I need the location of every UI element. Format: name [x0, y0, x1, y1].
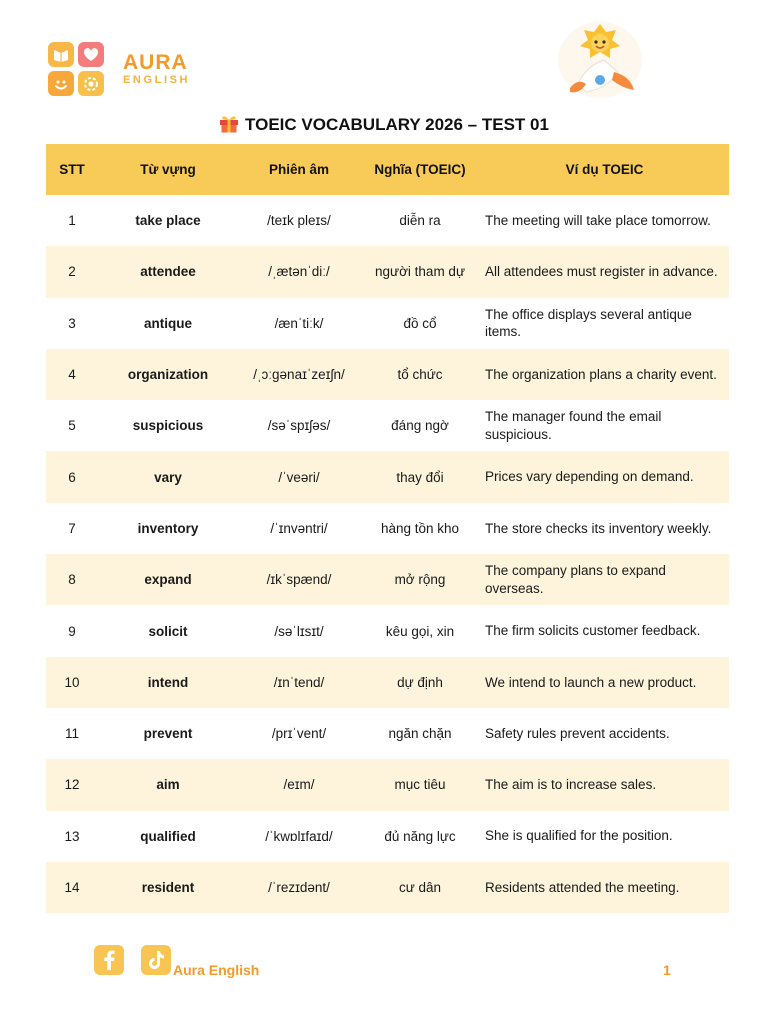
word-cell: intend: [98, 657, 238, 708]
meaning-cell: đủ năng lực: [360, 811, 480, 862]
table-row: [46, 298, 729, 349]
stt-cell: 14: [46, 862, 98, 913]
example-cell: The organization plans a charity event.: [480, 349, 729, 400]
phonetic-cell: /ˈveəri/: [238, 451, 360, 502]
stt-cell: 10: [46, 657, 98, 708]
facebook-icon[interactable]: [94, 945, 124, 975]
example-cell: The aim is to increase sales.: [480, 759, 729, 810]
example-cell: The meeting will take place tomorrow.: [480, 195, 729, 246]
table-row: [46, 503, 729, 554]
mascot-illustration: [556, 14, 644, 100]
word-cell: antique: [98, 298, 238, 349]
word-cell: suspicious: [98, 400, 238, 451]
header-phonetic: Phiên âm: [238, 144, 360, 195]
meaning-cell: thay đổi: [360, 451, 480, 502]
table-row: [46, 246, 729, 297]
example-cell: Prices vary depending on demand.: [480, 451, 729, 502]
phonetic-cell: /ˌætənˈdiː/: [238, 246, 360, 297]
word-cell: prevent: [98, 708, 238, 759]
meaning-cell: mục tiêu: [360, 759, 480, 810]
phonetic-cell: /ˌɔːɡənaɪˈzeɪʃn/: [238, 349, 360, 400]
header-stt: STT: [46, 144, 98, 195]
logo-brand-line1: AURA: [123, 51, 188, 74]
table-row: [46, 811, 729, 862]
phonetic-cell: /səˈspɪʃəs/: [238, 400, 360, 451]
word-cell: expand: [98, 554, 238, 605]
table-row: [46, 605, 729, 656]
meaning-cell: diễn ra: [360, 195, 480, 246]
aura-english-logo: [48, 42, 198, 96]
example-cell: The store checks its inventory weekly.: [480, 503, 729, 554]
meaning-cell: hàng tồn kho: [360, 503, 480, 554]
word-cell: solicit: [98, 605, 238, 656]
phonetic-cell: /ˈɪnvəntri/: [238, 503, 360, 554]
example-cell: Safety rules prevent accidents.: [480, 708, 729, 759]
page-number: 1: [663, 962, 671, 978]
header-example: Ví dụ TOEIC: [480, 144, 729, 195]
word-cell: vary: [98, 451, 238, 502]
example-cell: All attendees must register in advance.: [480, 246, 729, 297]
meaning-cell: kêu gọi, xin: [360, 605, 480, 656]
page-title: [0, 114, 768, 135]
stt-cell: 13: [46, 811, 98, 862]
phonetic-cell: /səˈlɪsɪt/: [238, 605, 360, 656]
stt-cell: 4: [46, 349, 98, 400]
phonetic-cell: /ˈrezɪdənt/: [238, 862, 360, 913]
example-cell: The manager found the email suspicious.: [480, 400, 729, 451]
logo-brand-line2: ENGLISH: [123, 74, 191, 86]
table-row: [46, 195, 729, 246]
smile-icon: [48, 71, 74, 96]
meaning-cell: ngăn chặn: [360, 708, 480, 759]
table-row: [46, 862, 729, 913]
phonetic-cell: /eɪm/: [238, 759, 360, 810]
table-row: [46, 554, 729, 605]
table-row: [46, 400, 729, 451]
phonetic-cell: /ɪnˈtend/: [238, 657, 360, 708]
gift-icon: [219, 114, 239, 133]
stt-cell: 11: [46, 708, 98, 759]
table-header-row: [46, 144, 729, 195]
stt-cell: 2: [46, 246, 98, 297]
word-cell: qualified: [98, 811, 238, 862]
meaning-cell: đồ cổ: [360, 298, 480, 349]
word-cell: take place: [98, 195, 238, 246]
example-cell: Residents attended the meeting.: [480, 862, 729, 913]
example-cell: The office displays several antique items.: [480, 298, 729, 349]
tiktok-icon[interactable]: [141, 945, 171, 975]
phonetic-cell: /teɪk pleɪs/: [238, 195, 360, 246]
header-word: Từ vựng: [98, 144, 238, 195]
table-row: [46, 451, 729, 502]
example-cell: She is qualified for the position.: [480, 811, 729, 862]
table-row: [46, 657, 729, 708]
word-cell: attendee: [98, 246, 238, 297]
phonetic-cell: /ænˈtiːk/: [238, 298, 360, 349]
example-cell: The company plans to expand overseas.: [480, 554, 729, 605]
heart-icon: [78, 42, 104, 67]
table-row: [46, 349, 729, 400]
stt-cell: 3: [46, 298, 98, 349]
word-cell: aim: [98, 759, 238, 810]
meaning-cell: cư dân: [360, 862, 480, 913]
meaning-cell: người tham dự: [360, 246, 480, 297]
stt-cell: 8: [46, 554, 98, 605]
stt-cell: 6: [46, 451, 98, 502]
example-cell: The firm solicits customer feedback.: [480, 605, 729, 656]
phonetic-cell: /ˈkwɒlɪfaɪd/: [238, 811, 360, 862]
stt-cell: 1: [46, 195, 98, 246]
table-row: [46, 759, 729, 810]
example-cell: We intend to launch a new product.: [480, 657, 729, 708]
meaning-cell: dự định: [360, 657, 480, 708]
phonetic-cell: /prɪˈvent/: [238, 708, 360, 759]
stt-cell: 9: [46, 605, 98, 656]
meaning-cell: tổ chức: [360, 349, 480, 400]
phonetic-cell: /ɪkˈspænd/: [238, 554, 360, 605]
table-row: [46, 708, 729, 759]
book-icon: [48, 42, 74, 67]
footer-brand: Aura English: [173, 962, 260, 978]
word-cell: organization: [98, 349, 238, 400]
stt-cell: 7: [46, 503, 98, 554]
stt-cell: 5: [46, 400, 98, 451]
title-text: TOEIC VOCABULARY 2026 – TEST 01: [245, 115, 549, 134]
word-cell: inventory: [98, 503, 238, 554]
meaning-cell: mở rộng: [360, 554, 480, 605]
header-meaning: Nghĩa (TOEIC): [360, 144, 480, 195]
vocabulary-table: [46, 144, 729, 913]
logo-mark: [48, 42, 104, 96]
word-cell: resident: [98, 862, 238, 913]
flower-icon: [78, 71, 104, 96]
meaning-cell: đáng ngờ: [360, 400, 480, 451]
stt-cell: 12: [46, 759, 98, 810]
